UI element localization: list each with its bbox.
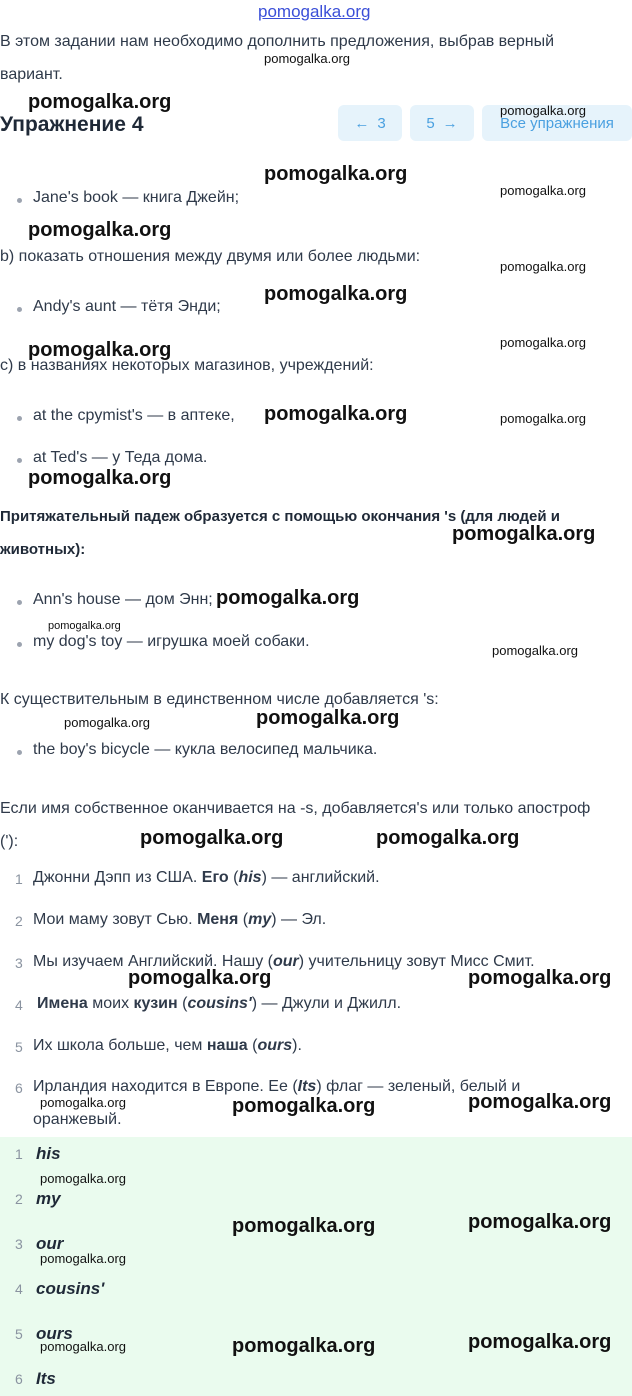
watermark: pomogalka.org	[376, 827, 520, 849]
watermark: pomogalka.org	[64, 715, 150, 730]
watermark: pomogalka.org	[40, 1251, 126, 1266]
bullet-dot	[17, 307, 22, 312]
all-exercises-label: Все упражнения	[500, 114, 614, 132]
watermark: pomogalka.org	[500, 259, 586, 274]
watermark: pomogalka.org	[216, 587, 360, 609]
watermark: pomogalka.org	[468, 967, 612, 989]
sentence-number: 1	[15, 871, 23, 887]
watermark: pomogalka.org	[28, 91, 172, 113]
watermark: pomogalka.org	[264, 403, 408, 425]
bullet-dot	[17, 600, 22, 605]
watermark: pomogalka.org	[232, 1215, 376, 1237]
example-3: the boy's bicycle — кукла велосипед мальчика.	[33, 741, 378, 758]
next-exercise-number: 5	[426, 114, 435, 132]
watermark: pomogalka.org	[500, 103, 586, 118]
bullet-dot	[17, 458, 22, 463]
bullet-dot	[17, 642, 22, 647]
watermark: pomogalka.org	[232, 1095, 376, 1117]
watermark: pomogalka.org	[232, 1335, 376, 1357]
watermark: pomogalka.org	[40, 1171, 126, 1186]
intro-line-1: В этом задании нам необходимо дополнить предложения, выбрав верный	[0, 33, 555, 50]
arrow-left-icon: ←	[354, 114, 370, 132]
watermark: pomogalka.org	[128, 967, 272, 989]
theory-heading-c: c) в названиях некоторых магазинов, учреждений:	[0, 357, 374, 374]
answer-1: his	[36, 1144, 61, 1163]
watermark: pomogalka.org	[48, 620, 121, 632]
theory-item-b: Andy's aunt — тётя Энди;	[33, 298, 221, 315]
bullet-dot	[17, 198, 22, 203]
answer-2: my	[36, 1189, 61, 1208]
watermark: pomogalka.org	[500, 411, 586, 426]
theory-item-c2: at Ted's — у Теда дома.	[33, 449, 208, 466]
watermark: pomogalka.org	[40, 1339, 126, 1354]
sentence-4: Имена моих кузин (cousins') — Джули и Джилл.	[37, 995, 402, 1012]
answer-5: ours	[36, 1324, 73, 1343]
watermark: pomogalka.org	[500, 335, 586, 350]
watermark: pomogalka.org	[492, 643, 578, 658]
watermark: pomogalka.org	[28, 219, 172, 241]
watermark: pomogalka.org	[468, 1211, 612, 1233]
watermark: pomogalka.org	[28, 339, 172, 361]
watermark: pomogalka.org	[256, 707, 400, 729]
site-link[interactable]: pomogalka.org	[258, 2, 371, 21]
example-2: my dog's toy — игрушка моей собаки.	[33, 633, 310, 650]
sentence-6: Ирландия находится в Европе. Ее (Its) флаг — зеленый, белый и	[33, 1078, 521, 1095]
arrow-right-icon: →	[442, 114, 458, 132]
watermark: pomogalka.org	[264, 51, 350, 66]
sentence-number: 3	[15, 955, 23, 971]
watermark: pomogalka.org	[40, 1095, 126, 1110]
answer-6: Its	[36, 1369, 56, 1388]
sentence-number: 4	[15, 997, 23, 1013]
rule-line-1: Притяжательный падеж образуется с помощью окончания 's (для людей и	[0, 508, 560, 525]
answer-number: 1	[15, 1146, 23, 1162]
sentence-6-line-2: оранжевый.	[33, 1111, 122, 1128]
singular-rule: К существительным в единственном числе добавляется 's:	[0, 691, 439, 708]
answer-number: 2	[15, 1191, 23, 1207]
sentence-1: Джонни Дэпп из США. Его (his) — английский.	[33, 869, 380, 886]
watermark: pomogalka.org	[28, 467, 172, 489]
watermark: pomogalka.org	[500, 183, 586, 198]
example-1: Ann's house — дом Энн;	[33, 591, 213, 608]
exercise-title: Упражнение 4	[0, 113, 144, 136]
sentence-3: Мы изучаем Английский. Нашу (our) учительницу зовут Мисс Смит.	[33, 953, 535, 970]
theory-item-c1: at the срymist's — в аптеке,	[33, 407, 235, 424]
answer-number: 5	[15, 1326, 23, 1342]
answer-4: cousins'	[36, 1279, 105, 1298]
watermark: pomogalka.org	[468, 1091, 612, 1113]
watermark: pomogalka.org	[264, 163, 408, 185]
intro-line-2: вариант.	[0, 66, 63, 83]
theory-heading-b: b) показать отношения между двумя или более людьми:	[0, 248, 421, 265]
sentence-number: 2	[15, 913, 23, 929]
answer-number: 3	[15, 1236, 23, 1252]
proper-rule-line-2: ('):	[0, 833, 19, 850]
watermark: pomogalka.org	[468, 1331, 612, 1353]
next-exercise-button[interactable]	[410, 105, 474, 141]
answer-number: 6	[15, 1371, 23, 1387]
sentence-number: 6	[15, 1080, 23, 1096]
proper-rule-line-1: Если имя собственное оканчивается на -s, добавляется's или только апостроф	[0, 800, 591, 817]
rule-line-2: животных):	[0, 541, 86, 558]
sentence-2: Мои маму зовут Сью. Меня (my) — Эл.	[33, 911, 327, 928]
watermark: pomogalka.org	[264, 283, 408, 305]
bullet-dot	[17, 750, 22, 755]
prev-exercise-button[interactable]	[338, 105, 402, 141]
sentence-5: Их школа больше, чем наша (ours).	[33, 1037, 302, 1054]
watermark: pomogalka.org	[452, 523, 596, 545]
theory-item-a: Jane's book — книга Джейн;	[33, 189, 240, 206]
sentence-number: 5	[15, 1039, 23, 1055]
watermark: pomogalka.org	[140, 827, 284, 849]
prev-exercise-number: 3	[377, 114, 386, 132]
answer-number: 4	[15, 1281, 23, 1297]
bullet-dot	[17, 416, 22, 421]
answer-3: our	[36, 1234, 64, 1253]
